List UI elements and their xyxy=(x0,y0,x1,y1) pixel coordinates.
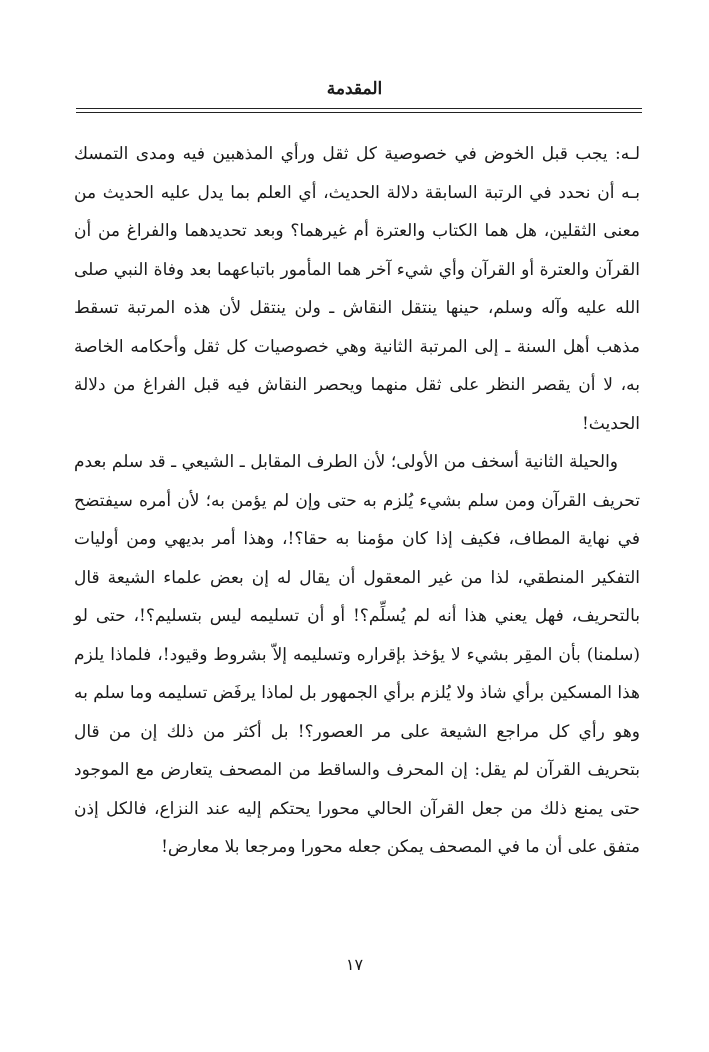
header-rule-bottom xyxy=(76,112,642,113)
running-head-title: المقدمة xyxy=(326,79,383,99)
body-text xyxy=(74,135,640,867)
paragraph: لـه: يجب قبل الخوض في خصوصية كل ثقل ورأي المذهبين فيه ومدى التمسك بـه أن نحدد في الرتبة السابقة دلالة الحديث، أي العلم بما يدل عليه الحديث من معنى الثقلين، هل هما الكتاب والعترة أم غيرهما؟ وبعد تحديدهما والفراغ من أن القرآن والعترة أو القرآن وأي شيء آخر هما المأمور باتباعهما بعد وفاة النبي صلى الله عليه وآله وسلم، حينها ينتقل النقاش ـ ولن ينتقل لأن هذه المرتبة تسقط مذهب أهل السنة ـ إلى المرتبة الثانية وهي خصوصيات كل ثقل وأحكامه الخاصة به، لا أن يقصر النظر على ثقل منهما ويحصر النقاش فيه قبل الفراغ من دلالة الحديث! xyxy=(74,144,640,434)
paragraph: والحيلة الثانية أسخف من الأولى؛ لأن الطرف المقابل ـ الشيعي ـ قد سلم بعدم تحريف القرآن ومن سلم بشيء يُلزم به حتى وإن لم يؤمن به؛ لأن أمره سيفتضح في نهاية المطاف، فكيف إذا كان مؤمنا به حقا؟!، وهذا أمر بديهي ومن أوليات التفكير المنطقي، لذا من غير المعقول أن يقال له إن بعض علماء الشيعة قال بالتحريف، فهل يعني هذا أنه لم يُسلِّم؟! أو أن تسليمه ليس بتسليم؟!، حتى لو (سلمنا) بأن المقِر بشيء لا يؤخذ بإقراره وتسليمه إلاّ بشروط وقيود!، فلماذا يلزم هذا المسكين برأي شاذ ولا يُلزم برأي الجمهور بل لماذا يرفَض تسليمه وما سلم به وهو رأي كل مراجع الشيعة على مر العصور؟! بل أكثر من ذلك إن من قال بتحريف القرآن لم يقل: إن المحرف والساقط من المصحف يتعارض مع الموجود حتى يمنع ذلك من جعل القرآن الحالي محورا يحتكم إليه عند النزاع، فالكل إذن متفق على أن ما في المصحف يمكن جعله محورا ومرجعا بلا معارض! xyxy=(74,452,640,857)
header-rule-top xyxy=(76,108,642,109)
page-number: ١٧ xyxy=(345,955,364,974)
